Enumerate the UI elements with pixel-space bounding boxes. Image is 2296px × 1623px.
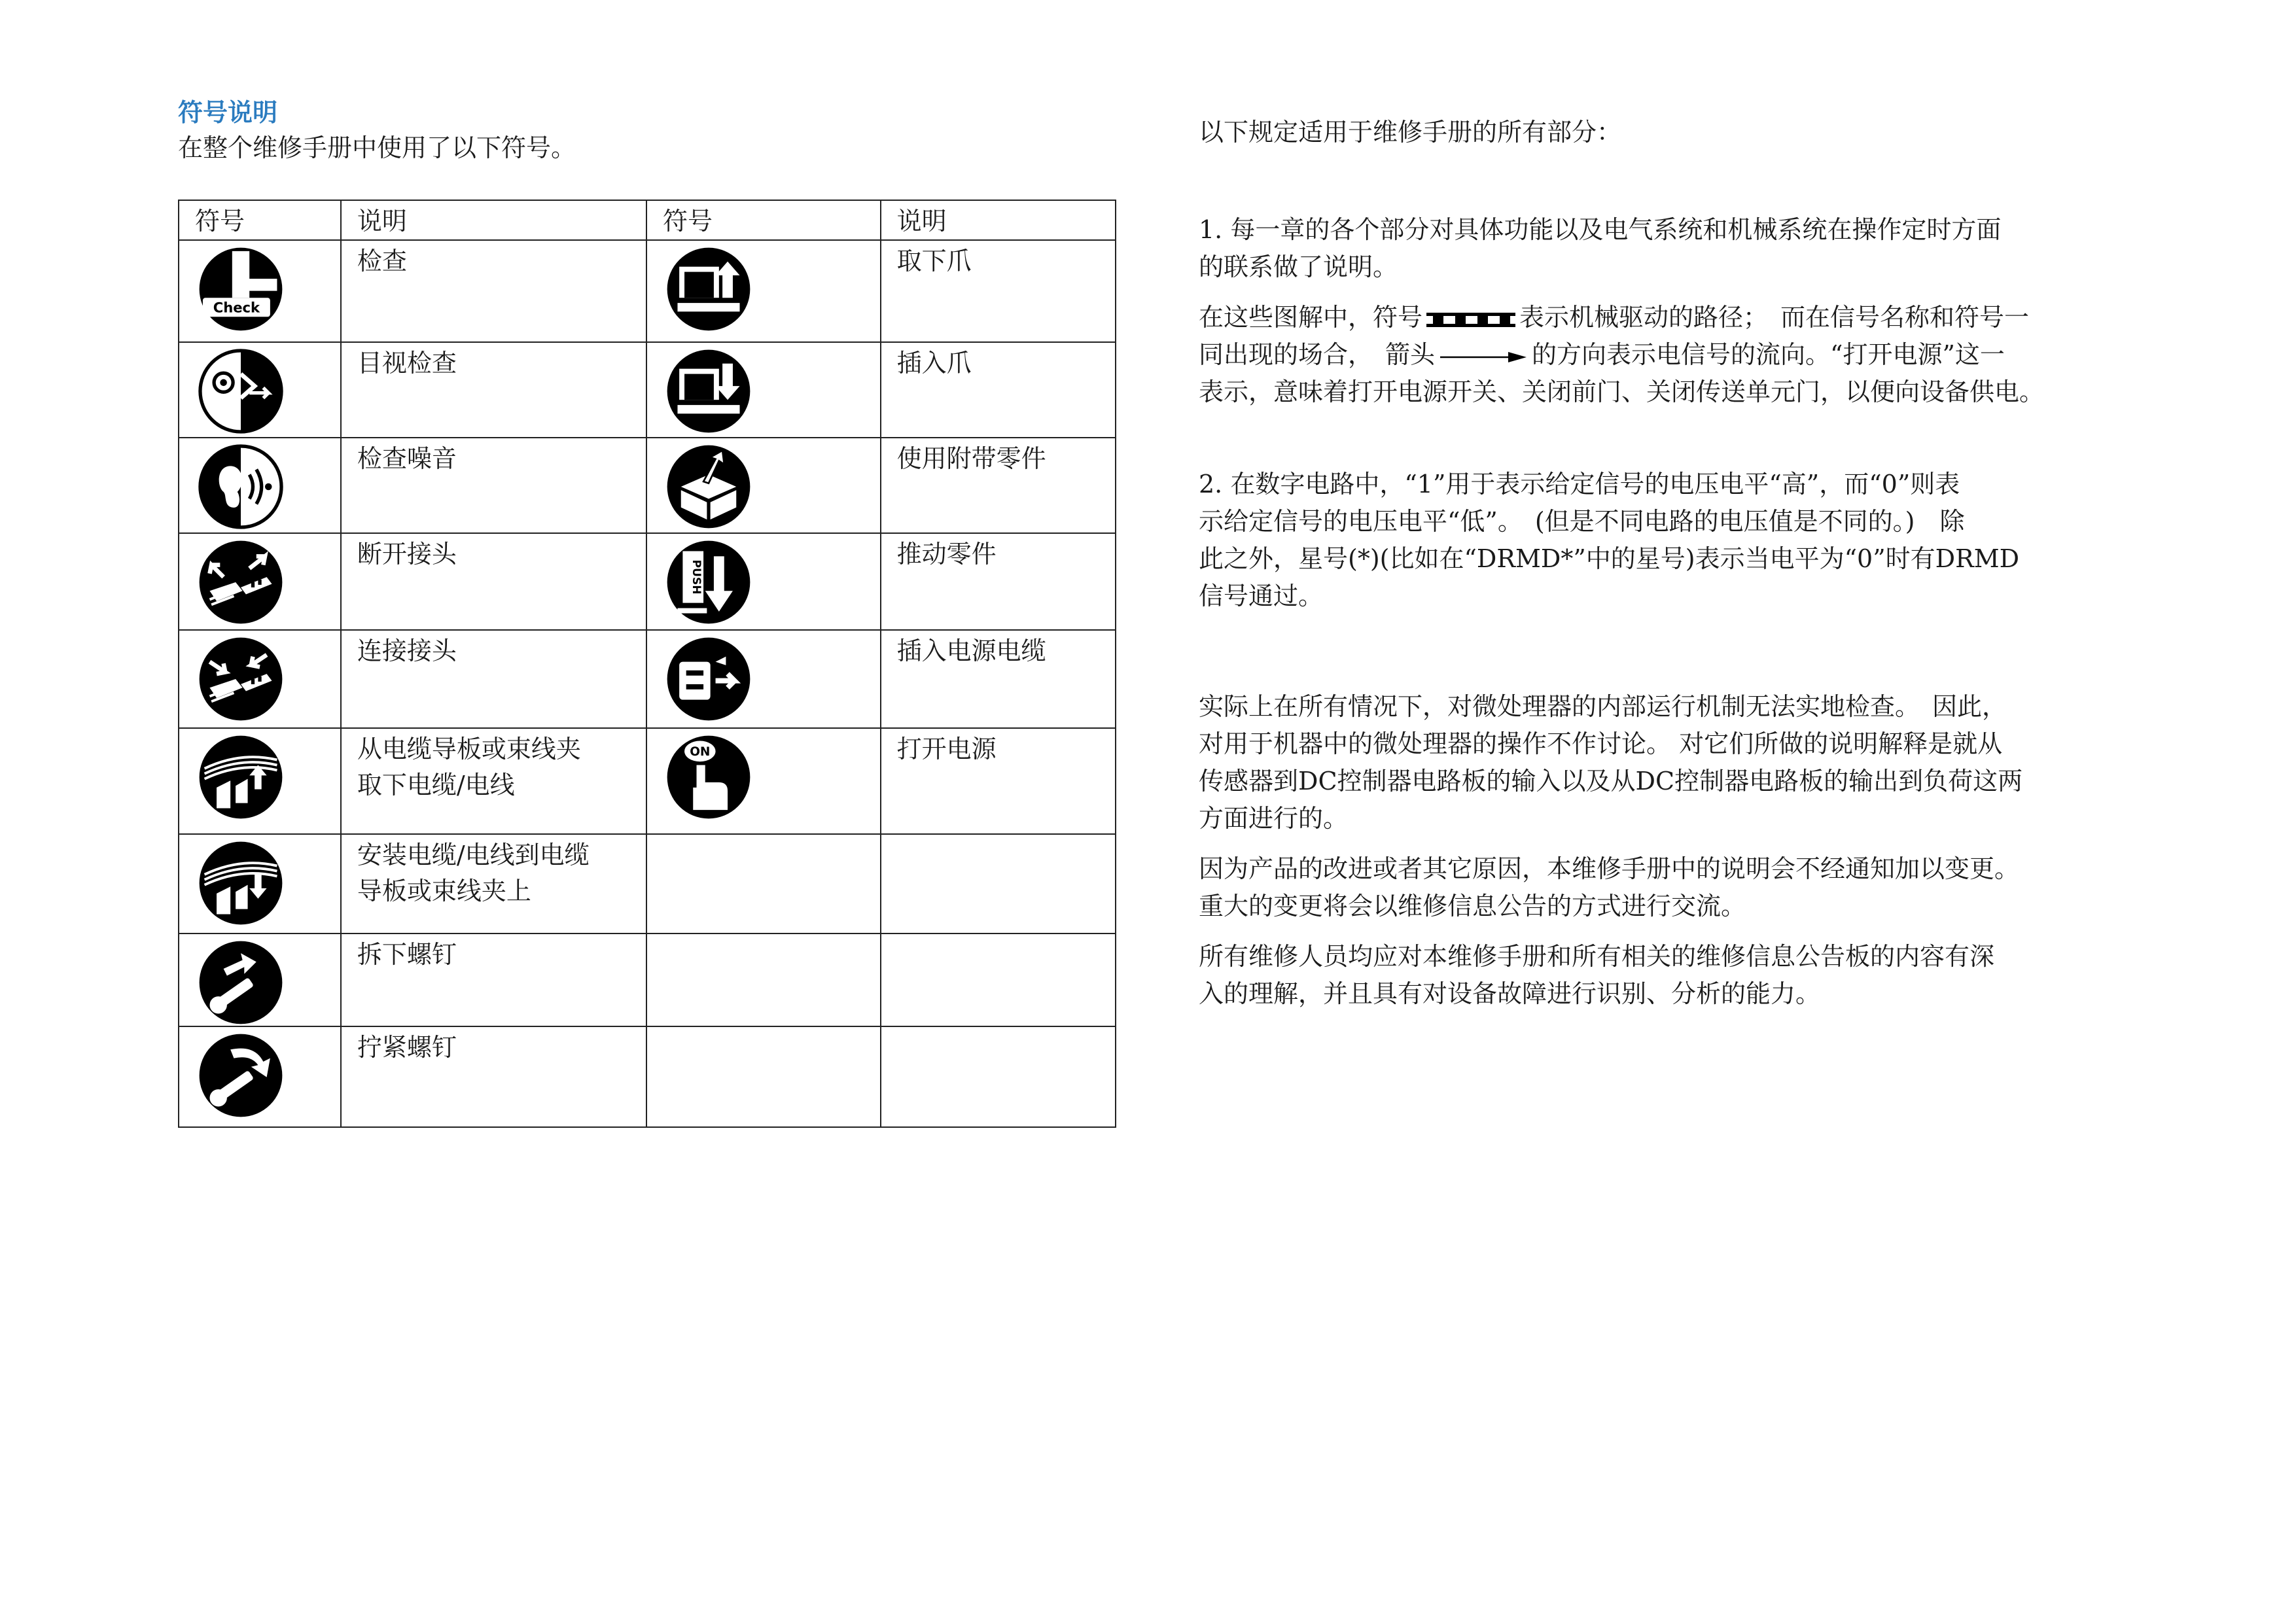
remove-cable-from-guide-icon [198,734,284,820]
power-on-icon [665,734,752,820]
symbols-table [178,200,1116,1128]
symbol-description: 推动零件 [881,533,1116,630]
push-icon-label: PUSH [690,559,703,595]
paragraph-6 [1199,938,2115,1013]
symbol-description: 检查噪音 [341,438,646,533]
text-line: 信号通过。 [1199,582,1324,610]
section-title: 符号说明 [178,97,278,127]
symbol-description: 打开电源 [881,728,1116,834]
push-part-icon [665,539,752,625]
symbol-description: 插入爪 [881,342,1116,438]
paragraph-2 [1199,299,2115,411]
use-included-parts-icon [665,444,752,530]
signal-arrow-symbol [1439,349,1528,366]
on-icon-label: ON [690,745,711,759]
symbol-description: 取下爪 [881,240,1116,342]
text-line [1199,336,2115,374]
symbol-description [341,728,646,834]
empty-cell [881,834,1116,934]
conventions-section [1199,105,2115,1013]
paragraph-1 [1199,211,2115,286]
plug-power-cable-icon [665,636,752,722]
check-icon [198,246,284,332]
text-line: 对用于机器中的微处理器的操作不作讨论。 对它们所做的说明解释是就从 [1199,729,2003,758]
text-line: 重大的变更将会以维修信息公告的方式进行交流。 [1199,892,1746,920]
connect-connector-icon [198,636,284,722]
text-line: 1. 每一章的各个部分对具体功能以及电气系统和机械系统在操作定时方面 [1199,215,2002,244]
symbol-description: 拧紧螺钉 [341,1026,646,1127]
symbol-description [341,834,646,934]
text-line: 2. 在数字电路中，“1”用于表示给定信号的电压电平“高”，而“0”则表 [1199,470,1960,498]
text-line: 入的理解，并且具有对设备故障进行识别、分析的能力。 [1199,979,1821,1008]
paragraph-4 [1199,688,2115,837]
table-header-row [179,200,1116,240]
text-line: 的联系做了说明。 [1199,253,1398,281]
table-row [179,1026,1116,1127]
empty-cell [646,834,881,934]
check-icon-label: Check [213,299,260,316]
column-header-description: 说明 [881,200,1116,240]
text-line: 此之外，星号(*)(比如在“DRMD*”中的星号)表示当电平为“0”时有DRMD [1199,544,2020,573]
text-fragment: 在这些图解中，符号 [1199,303,1423,332]
symbol-description: 目视检查 [341,342,646,438]
tighten-screw-icon [198,1032,284,1119]
text-line: 示给定信号的电压电平“低”。 (但是不同电路的电压值是不同的。) 除 [1199,507,1965,536]
symbol-description: 连接接头 [341,630,646,728]
column-header-description: 说明 [341,200,646,240]
column-header-symbol: 符号 [179,200,341,240]
mechanical-drive-path-symbol [1426,311,1515,328]
text-fragment: 的方向表示电信号的流向。“打开电源”这一 [1532,340,2005,369]
remove-screw-icon [198,939,284,1026]
text-line: 传感器到DC控制器电路板的输入以及从DC控制器电路板的输出到负荷这两 [1199,767,2023,795]
description-line: 导板或束线夹上 [357,877,531,906]
section-intro: 在整个维修手册中使用了以下符号。 [178,133,576,163]
table-row [179,342,1116,438]
visual-check-icon [198,348,284,434]
symbol-description: 插入电源电缆 [881,630,1116,728]
paragraph-3 [1199,466,2115,615]
symbols-section-header [178,96,1118,166]
table-row [179,934,1116,1026]
empty-cell [646,934,881,1026]
text-line: 实际上在所有情况下，对微处理器的内部运行机制无法实地检查。 因此， [1199,692,2007,721]
symbol-description: 断开接头 [341,533,646,630]
description-line: 从电缆导板或束线夹 [357,735,581,764]
check-noise-icon [198,444,284,530]
text-fragment: 同出现的场合， 箭头 [1199,340,1436,369]
disconnect-connector-icon [198,539,284,625]
text-line [1199,299,2115,336]
text-line: 因为产品的改进或者其它原因，本维修手册中的说明会不经通知加以变更。 [1199,854,2020,883]
table-row [179,438,1116,533]
empty-cell [881,1026,1116,1127]
install-cable-to-guide-icon [198,840,284,926]
table-row [179,533,1116,630]
remove-claw-icon [665,246,752,332]
text-line: 表示，意味着打开电源开关、关闭前门、关闭传送单元门，以便向设备供电。 [1199,377,2045,406]
symbol-description: 检查 [341,240,646,342]
text-fragment: 表示机械驱动的路径； 而在信号名称和符号一 [1519,303,2030,332]
description-line: 安装电缆/电线到电缆 [357,841,590,870]
table-row [179,240,1116,342]
symbol-description: 使用附带零件 [881,438,1116,533]
conventions-intro: 以下规定适用于维修手册的所有部分： [1199,118,1622,147]
table-row [179,728,1116,834]
table-row [179,630,1116,728]
empty-cell [881,934,1116,1026]
text-line: 方面进行的。 [1199,804,1349,833]
paragraph-5 [1199,850,2115,925]
text-line: 所有维修人员均应对本维修手册和所有相关的维修信息公告板的内容有深 [1199,942,1995,971]
column-header-symbol: 符号 [646,200,881,240]
empty-cell [646,1026,881,1127]
symbol-description: 拆下螺钉 [341,934,646,1026]
table-row [179,834,1116,934]
description-line: 取下电缆/电线 [357,771,515,800]
insert-claw-icon [665,348,752,434]
